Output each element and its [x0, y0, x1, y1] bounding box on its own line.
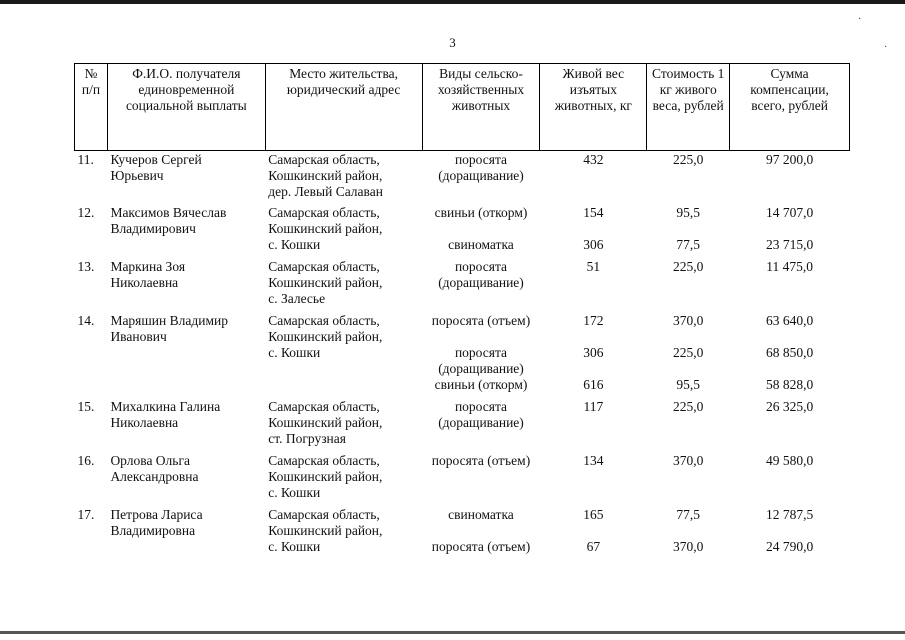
animal-line: свиноматка — [448, 237, 514, 252]
address-line: Кошкинский район, — [268, 168, 383, 183]
weight-value: 165 — [583, 507, 604, 522]
price-value: 77,5 — [676, 507, 700, 522]
spacer — [650, 415, 727, 431]
sum-value: 26 325,0 — [765, 399, 814, 414]
spacer — [543, 275, 644, 291]
animal-line: поросята — [454, 399, 508, 414]
animal-line: свиньи (откорм) — [434, 377, 528, 392]
table-header-row — [75, 64, 850, 151]
sum-value: 63 640,0 — [765, 313, 814, 328]
name-line: Юрьевич — [110, 168, 164, 183]
address-line: Самарская область, — [268, 507, 380, 522]
spacer — [543, 221, 644, 237]
address-line: с. Кошки — [268, 485, 321, 500]
sum-value: 14 707,0 — [765, 205, 814, 220]
row-number: 17. — [77, 507, 95, 522]
scan-bottom-edge — [0, 631, 905, 634]
recipient-name — [107, 253, 265, 307]
spacer — [650, 275, 727, 291]
price-value: 77,5 — [676, 237, 700, 252]
header-address: Место жительства, юридический адрес — [265, 64, 422, 151]
address — [265, 447, 422, 501]
table-row — [75, 393, 850, 447]
spacer — [650, 361, 727, 377]
compensation-sum — [730, 393, 850, 447]
address-line: ст. Погрузная — [268, 431, 346, 446]
sum-value: 23 715,0 — [765, 237, 814, 252]
animal-type — [422, 151, 540, 201]
sum-value: 12 787,5 — [765, 507, 814, 522]
price-value: 95,5 — [676, 377, 700, 392]
price-value: 225,0 — [673, 259, 704, 274]
spacer — [543, 361, 644, 377]
recipient-name — [107, 501, 265, 555]
price-per-kg — [647, 447, 730, 501]
spacer — [425, 329, 537, 345]
animal-line: поросята (отъем) — [431, 453, 531, 468]
compensation-sum — [730, 307, 850, 393]
address — [265, 200, 422, 253]
spacer — [733, 415, 847, 431]
spacer — [543, 168, 644, 184]
sum-value: 68 850,0 — [765, 345, 814, 360]
address-line: Самарская область, — [268, 152, 380, 167]
address-line: с. Кошки — [268, 539, 321, 554]
row-number: 16. — [77, 453, 95, 468]
animal-line: (доращивание) — [438, 275, 524, 290]
table-row — [75, 501, 850, 555]
name-line: Петрова Лариса — [110, 507, 203, 522]
spacer — [733, 361, 847, 377]
name-line: Кучеров Сергей — [110, 152, 202, 167]
weight-value: 154 — [583, 205, 604, 220]
animal-type — [422, 501, 540, 555]
scan-speck: · — [884, 42, 888, 53]
address — [265, 501, 422, 555]
spacer — [733, 168, 847, 184]
name-line: Михалкина Галина — [110, 399, 221, 414]
header-animal-type: Виды сельско-хозяйственных животных — [422, 64, 540, 151]
table-row — [75, 447, 850, 501]
spacer — [425, 523, 537, 539]
address — [265, 307, 422, 393]
animal-type — [422, 393, 540, 447]
address-line: Самарская область, — [268, 259, 380, 274]
spacer — [543, 523, 644, 539]
compensation-sum — [730, 253, 850, 307]
name-line: Иванович — [110, 329, 167, 344]
scan-top-edge — [0, 0, 905, 4]
recipient-name — [107, 447, 265, 501]
live-weight — [540, 151, 647, 201]
address — [265, 393, 422, 447]
weight-value: 51 — [586, 259, 601, 274]
price-per-kg — [647, 151, 730, 201]
name-line: Орлова Ольга — [110, 453, 190, 468]
price-per-kg — [647, 307, 730, 393]
spacer — [650, 221, 727, 237]
price-per-kg — [647, 200, 730, 253]
address-line: Самарская область, — [268, 205, 380, 220]
animal-line: (доращивание) — [438, 168, 524, 183]
name-line: Маряшин Владимир — [110, 313, 228, 328]
animal-type — [422, 447, 540, 501]
animal-line: поросята — [454, 345, 508, 360]
address-line: дер. Левый Салаван — [268, 184, 383, 199]
address-line: Самарская область, — [268, 453, 380, 468]
compensation-sum — [730, 151, 850, 201]
header-live-weight: Живой вес изъятых животных, кг — [540, 64, 647, 151]
weight-value: 172 — [583, 313, 604, 328]
row-number: 12. — [77, 205, 95, 220]
price-per-kg — [647, 253, 730, 307]
weight-value: 616 — [583, 377, 604, 392]
address-line: Кошкинский район, — [268, 275, 383, 290]
live-weight — [540, 253, 647, 307]
price-per-kg — [647, 501, 730, 555]
address-line: с. Кошки — [268, 237, 321, 252]
table-row — [75, 151, 850, 201]
price-value: 225,0 — [673, 345, 704, 360]
weight-value: 432 — [583, 152, 604, 167]
row-number: 11. — [77, 152, 94, 167]
spacer — [425, 221, 537, 237]
animal-line: поросята (отъем) — [431, 539, 531, 554]
name-line: Александровна — [110, 469, 199, 484]
header-compensation-sum: Сумма компенсации, всего, рублей — [730, 64, 850, 151]
spacer — [543, 329, 644, 345]
animal-line: свиньи (откорм) — [434, 205, 528, 220]
table-row — [75, 253, 850, 307]
animal-type — [422, 200, 540, 253]
address-line: Кошкинский район, — [268, 415, 383, 430]
price-value: 225,0 — [673, 399, 704, 414]
animal-line: поросята (отъем) — [431, 313, 531, 328]
address-line: с. Залесье — [268, 291, 326, 306]
table-row — [75, 307, 850, 393]
live-weight — [540, 200, 647, 253]
weight-value: 117 — [583, 399, 604, 414]
live-weight — [540, 393, 647, 447]
header-number: № п/п — [75, 64, 108, 151]
price-value: 370,0 — [673, 313, 704, 328]
animal-line: свиноматка — [448, 507, 514, 522]
compensation-sum — [730, 200, 850, 253]
row-number: 14. — [77, 313, 95, 328]
live-weight — [540, 307, 647, 393]
weight-value: 134 — [583, 453, 604, 468]
scan-speck: · — [858, 14, 862, 25]
spacer — [733, 523, 847, 539]
name-line: Николаевна — [110, 275, 179, 290]
address-line: Кошкинский район, — [268, 523, 383, 538]
table-row — [75, 200, 850, 253]
price-per-kg — [647, 393, 730, 447]
live-weight — [540, 501, 647, 555]
animal-type — [422, 253, 540, 307]
address-line: Кошкинский район, — [268, 469, 383, 484]
spacer — [650, 329, 727, 345]
live-weight — [540, 447, 647, 501]
compensation-sum — [730, 501, 850, 555]
recipient-name — [107, 307, 265, 393]
header-recipient-name: Ф.И.О. получателя единовременной социальной выплаты — [107, 64, 265, 151]
recipient-name — [107, 200, 265, 253]
address — [265, 253, 422, 307]
animal-type — [422, 307, 540, 393]
page-number: 3 — [449, 35, 456, 50]
header-price-per-kg: Стоимость 1 кг живого веса, рублей — [647, 64, 730, 151]
address-line: Самарская область, — [268, 399, 380, 414]
sum-value: 97 200,0 — [765, 152, 814, 167]
recipient-name — [107, 393, 265, 447]
spacer — [650, 523, 727, 539]
name-line: Максимов Вячеслав — [110, 205, 227, 220]
animal-line: поросята — [454, 259, 508, 274]
spacer — [650, 168, 727, 184]
row-number: 13. — [77, 259, 95, 274]
weight-value: 306 — [583, 345, 604, 360]
animal-line: поросята — [454, 152, 508, 167]
sum-value: 58 828,0 — [765, 377, 814, 392]
price-value: 225,0 — [673, 152, 704, 167]
sum-value: 49 580,0 — [765, 453, 814, 468]
price-value: 95,5 — [676, 205, 700, 220]
recipient-name — [107, 151, 265, 201]
spacer — [733, 221, 847, 237]
address — [265, 151, 422, 201]
name-line: Маркина Зоя — [110, 259, 186, 274]
address-line: Самарская область, — [268, 313, 380, 328]
address-line: Кошкинский район, — [268, 329, 383, 344]
compensation-table — [74, 63, 850, 555]
weight-value: 67 — [586, 539, 601, 554]
name-line: Владимирович — [110, 221, 196, 236]
spacer — [733, 275, 847, 291]
spacer — [543, 415, 644, 431]
weight-value: 306 — [583, 237, 604, 252]
address-line: Кошкинский район, — [268, 221, 383, 236]
address-line: с. Кошки — [268, 345, 321, 360]
compensation-sum — [730, 447, 850, 501]
sum-value: 11 475,0 — [766, 259, 813, 274]
price-value: 370,0 — [673, 539, 704, 554]
spacer — [733, 329, 847, 345]
row-number: 15. — [77, 399, 95, 414]
sum-value: 24 790,0 — [765, 539, 814, 554]
name-line: Владимировна — [110, 523, 196, 538]
animal-line: (доращивание) — [438, 415, 524, 430]
animal-line: (доращивание) — [438, 361, 524, 376]
price-value: 370,0 — [673, 453, 704, 468]
name-line: Николаевна — [110, 415, 179, 430]
